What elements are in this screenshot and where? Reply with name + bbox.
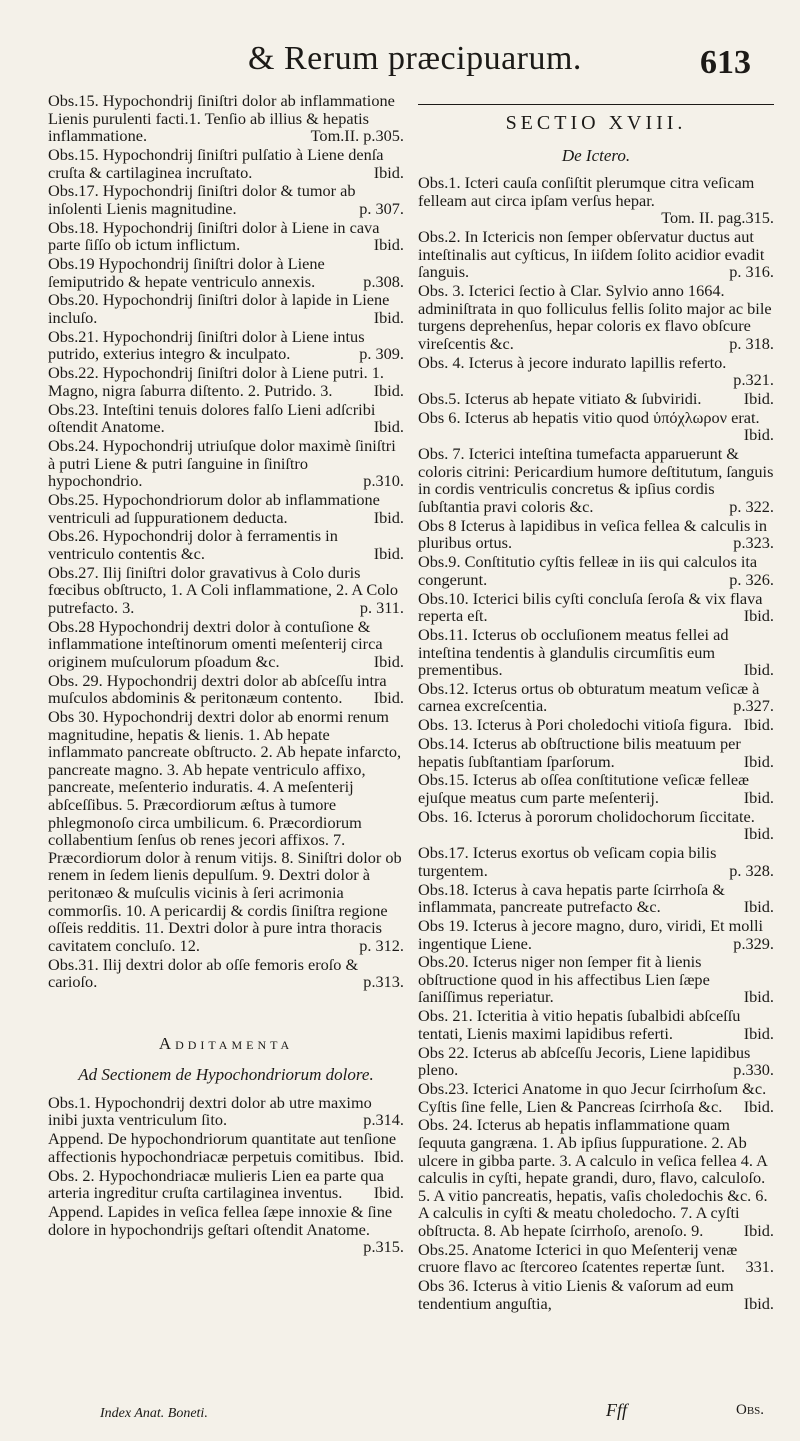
index-entry bbox=[48, 255, 404, 290]
entry-page-ref: Ibid. bbox=[743, 715, 774, 735]
entry-page-ref: p. 328. bbox=[729, 860, 774, 880]
entry-page-ref: Ibid. bbox=[743, 1023, 774, 1043]
entry-text: Obs.23. Icterici Anatome in quo Jecur ſcirrhoſum &c. Cyſtis ſine felle, Lien & Pancreas ſcirrhoſa &c. bbox=[418, 1079, 767, 1116]
entry-text: Obs 6. Icterus ab hepatis vitio quod ὑπόχλωρον erat. bbox=[418, 407, 760, 427]
index-entry bbox=[418, 771, 774, 806]
entry-page-ref: p.330. bbox=[733, 1060, 774, 1080]
index-entry bbox=[418, 881, 774, 916]
entry-page-ref: p. 311. bbox=[359, 597, 404, 617]
entry-text: Obs.17. Hypochondrij ſiniſtri dolor & tumor ab inſolenti Lienis magnitudine. bbox=[48, 181, 356, 218]
entry-text: Obs.14. Icterus ab obſtructione bilis meatuum per hepatis ſubſtantiam ſparſorum. bbox=[418, 734, 741, 771]
index-entry bbox=[418, 1044, 774, 1079]
entry-page-ref: Ibid. bbox=[373, 1146, 404, 1166]
entry-text: Obs.15. Hypochondrij ſiniſtri dolor ab inflammatione Lienis purulenti facti.1. Tenſio ab illius & hepatis inflammatione. bbox=[48, 91, 395, 146]
index-entry bbox=[418, 174, 774, 227]
entry-text: Obs.5. Icterus ab hepate vitiato & ſubviridi. bbox=[418, 389, 702, 409]
entry-text: Obs.1. Icteri cauſa conſiſtit plerumque citra veſicam felleam aut circa ipſam verſus hepar. bbox=[418, 173, 755, 210]
entry-text: Obs.9. Conſtitutio cyſtis felleæ in iis qui calculos ita congerunt. bbox=[418, 552, 758, 589]
right-column bbox=[418, 92, 774, 1313]
index-entry bbox=[418, 590, 774, 625]
entry-text: Obs.18. Icterus à cava hepatis parte ſcirrhoſa & inflammata, pancreate putrefacto &c. bbox=[418, 879, 725, 917]
entry-page-ref: Ibid. bbox=[373, 543, 404, 563]
entry-page-ref: p.314. bbox=[363, 1110, 404, 1130]
entry-text: Obs.20. Hypochondrij ſiniſtri dolor à lapide in Liene incluſo. bbox=[48, 290, 390, 328]
entry-text: Obs.24. Hypochondrij utriuſque dolor maximè ſiniſtri à putri Liene & putri ſanguine in ſiniſtro hypochondrio. bbox=[48, 435, 396, 491]
entry-text: Obs.25. Anatome Icterici in quo Meſenterij venæ cruore flavo ac ſtercoreo ſcatentes repertæ ſunt. bbox=[418, 1239, 738, 1277]
additamenta-entries bbox=[48, 1094, 404, 1256]
index-entry bbox=[48, 1203, 404, 1256]
section-title: SECTIO XVIII. bbox=[505, 112, 687, 134]
index-entry bbox=[48, 92, 404, 145]
index-entry bbox=[418, 1007, 774, 1042]
footer-signature-line: Index Anat. Boneti. bbox=[100, 1406, 208, 1421]
entry-page-ref: Ibid. bbox=[743, 1096, 774, 1116]
entry-page-ref: Ibid. bbox=[743, 824, 774, 844]
index-entry bbox=[418, 1116, 774, 1239]
entry-page-ref: Ibid. bbox=[743, 425, 774, 445]
entry-page-ref: Ibid. bbox=[373, 1183, 404, 1203]
entry-page-ref: Ibid. bbox=[373, 380, 404, 400]
index-entry bbox=[418, 1241, 774, 1276]
entry-text: Append. Lapides in veſica fellea ſæpe innoxie & ſine dolore in hypochondrijs geſtari oſtendit Anatome. bbox=[48, 1202, 393, 1239]
entry-page-ref: Ibid. bbox=[373, 235, 404, 255]
entry-page-ref: Ibid. bbox=[743, 1293, 774, 1313]
index-entry bbox=[48, 708, 404, 954]
index-entry bbox=[48, 364, 404, 399]
index-entry bbox=[418, 390, 774, 408]
entry-text: Obs. 7. Icterici inteſtina tumefacta apparuerunt & coloris citrini: Pericardium humore deſtitutum, ſanguis in cordis ventriculis concretus & ipſius cordis ſubſtantia pravi coloris &c. bbox=[418, 444, 774, 516]
index-entry bbox=[418, 735, 774, 770]
index-entry bbox=[48, 618, 404, 671]
index-entry bbox=[48, 672, 404, 707]
entry-text: Obs. 13. Icterus à Pori choledochi vitioſa figura. bbox=[418, 715, 732, 735]
left-column bbox=[48, 92, 404, 1257]
index-entry bbox=[48, 291, 404, 326]
entry-text: Obs.15. Icterus ab oſſea conſtitutione veſicæ felleæ ejuſque meatus cum parte meſenterij. bbox=[418, 770, 749, 807]
entry-text: Obs.19 Hypochondrij ſiniſtri dolor à Liene ſemiputrido & hepate ventriculo annexis. bbox=[48, 254, 325, 291]
entry-text: Obs 22. Icterus ab abſceſſu Jecoris, Liene lapidibus pleno. bbox=[418, 1042, 751, 1080]
entry-text: Obs. 21. Icteritia à vitio hepatis ſubalbidi abſceſſu tentati, Lienis maximi lapidibus referti. bbox=[418, 1006, 741, 1043]
entry-text: Obs. 4. Icterus à jecore indurato lapillis referto. bbox=[418, 352, 727, 372]
section-rule bbox=[418, 104, 774, 105]
index-entry bbox=[48, 527, 404, 562]
entry-text: Obs. 29. Hypochondrij dextri dolor ab abſceſſu intra muſculos abdominis & peritonæum contento. bbox=[48, 670, 387, 708]
entry-text: Obs.18. Hypochondrij ſiniſtri dolor à Liene in cava parte ſiſſo ob ictum inflictum. bbox=[48, 217, 380, 255]
index-entry bbox=[418, 228, 774, 281]
entry-text: Obs. 24. Icterus ab hepatis inflammatione quam ſequuta gangræna. 1. Ab ipſius ſuppuratione. 2. Ab ulcere in gibba parte. 3. A calculo in veſica fellea 4. A calculis in cyſti, hepate grandi, duro, flavo, calculoſo. 5. A vitio pancreatis, hepatis, vaſis choledochis &c. 6. A calculis in cyſti & meatu choledocho. 7. A cyſti obſtructa. 8. Ab hepate ſcirrhoſo, arenoſo. 9. bbox=[418, 1115, 768, 1240]
entry-page-ref: p.308. bbox=[363, 271, 404, 291]
entry-text: Obs 36. Icterus à vitio Lienis & vaſorum ad eum tendentium anguſtia, bbox=[418, 1276, 734, 1313]
entry-page-ref: Ibid. bbox=[373, 417, 404, 437]
entry-page-ref: Ibid. bbox=[373, 651, 404, 671]
index-entry bbox=[418, 844, 774, 879]
index-entry bbox=[48, 956, 404, 991]
entry-page-ref: Ibid. bbox=[373, 507, 404, 527]
entry-page-ref: p.310. bbox=[363, 471, 404, 491]
entry-page-ref: Ibid. bbox=[373, 162, 404, 182]
entry-text: Append. De hypochondriorum quantitate aut tenſione affectionis hypochondriacæ perpetuis comitibus. bbox=[48, 1129, 397, 1166]
index-entry bbox=[418, 553, 774, 588]
index-entry bbox=[418, 354, 774, 389]
index-entry bbox=[418, 1277, 774, 1312]
index-entry bbox=[48, 437, 404, 490]
index-entry bbox=[48, 182, 404, 217]
entry-text: Obs.20. Icterus niger non ſemper fit à lienis obſtructione quod in his affectibus Lien ſæpe ſaniſſimus reperiatur. bbox=[418, 952, 710, 1007]
index-entry bbox=[418, 917, 774, 952]
additamenta-title: Additamenta bbox=[158, 1033, 294, 1053]
entry-page-ref: p. 326. bbox=[729, 569, 774, 589]
index-entry bbox=[418, 626, 774, 679]
index-entry bbox=[48, 219, 404, 254]
entry-text: Obs.15. Hypochondrij ſiniſtri pulſatio à Liene denſa cruſta & cartilaginea incruſtato. bbox=[48, 144, 384, 182]
entry-text: Obs 8 Icterus à lapidibus in veſica fellea & calculis in pluribus ortus. bbox=[418, 515, 768, 553]
entry-text: Obs.21. Hypochondrij ſiniſtri dolor à Liene intus putrido, exterius integro & inculpato. bbox=[48, 326, 365, 364]
entry-text: Obs 19. Icterus à jecore magno, duro, viridi, Et molli ingentique Liene. bbox=[418, 915, 763, 953]
entry-page-ref: p. 307. bbox=[359, 198, 404, 218]
index-entry bbox=[418, 953, 774, 1006]
entry-page-ref: p.323. bbox=[733, 533, 774, 553]
entry-text: Obs.25. Hypochondriorum dolor ab inflammatione ventriculi ad ſuppurationem deducta. bbox=[48, 489, 380, 527]
entry-page-ref: Ibid. bbox=[743, 751, 774, 771]
page-number: 613 bbox=[700, 44, 751, 81]
right-entries bbox=[418, 174, 774, 1312]
index-entry bbox=[418, 716, 774, 734]
entry-text: Obs.23. Inteſtini tenuis dolores falſo Lieni adſcribi oſtendit Anatome. bbox=[48, 399, 376, 437]
entry-page-ref: Ibid. bbox=[373, 688, 404, 708]
index-entry bbox=[48, 328, 404, 363]
entry-page-ref: p. 312. bbox=[359, 935, 404, 955]
entry-text: Obs.2. In Ictericis non ſemper obſervatur ductus aut inteſtinalis aut cyſticus, In iiſdem ſolito acidior evadit ſanguis. bbox=[418, 227, 765, 282]
entry-page-ref: Tom. II. pag.315. bbox=[661, 208, 774, 228]
index-entry bbox=[48, 1130, 404, 1165]
entry-text: Obs.12. Icterus ortus ob obturatum meatum veſicæ à carnea excreſcentia. bbox=[418, 678, 760, 716]
left-entries bbox=[48, 92, 404, 991]
entry-page-ref: Tom.II. p.305. bbox=[310, 126, 404, 146]
entry-text: Obs.26. Hypochondrij dolor à ferramentis in ventriculo contentis &c. bbox=[48, 526, 338, 563]
entry-page-ref: Ibid. bbox=[743, 389, 774, 409]
entry-text: Obs.10. Icterici bilis cyſti concluſa ſeroſa & vix flava reperta eſt. bbox=[418, 588, 763, 626]
entry-page-ref: p.327. bbox=[733, 696, 774, 716]
entry-page-ref: 331. bbox=[745, 1257, 774, 1277]
entry-page-ref: Ibid. bbox=[743, 987, 774, 1007]
entry-page-ref: Ibid. bbox=[743, 788, 774, 807]
index-entry bbox=[418, 680, 774, 715]
entry-page-ref: p.321. bbox=[733, 370, 774, 390]
index-entry bbox=[418, 282, 774, 352]
entry-text: Obs.1. Hypochondrij dextri dolor ab utre maximo inibi juxta ventriculum ſito. bbox=[48, 1092, 372, 1130]
index-entry bbox=[48, 564, 404, 617]
entry-page-ref: p.315. bbox=[363, 1237, 404, 1257]
section-subtitle: De Ictero. bbox=[561, 145, 631, 165]
index-entry bbox=[48, 401, 404, 436]
entry-text: Obs. 3. Icterici ſectio à Clar. Sylvio anno 1664. adminiſtrata in quo folliculus fellis ſolito major ac bile turgens deprehenſus, hepar coloris ex flavo obſcure vireſcentis &c. bbox=[418, 281, 772, 353]
gathering-signature: Fff bbox=[606, 1400, 627, 1420]
index-entry bbox=[418, 445, 774, 515]
entry-page-ref: p.329. bbox=[733, 933, 774, 953]
entry-page-ref: Ibid. bbox=[743, 897, 774, 917]
entry-page-ref: Ibid. bbox=[743, 606, 774, 626]
entry-page-ref: p. 316. bbox=[729, 262, 774, 282]
entry-page-ref: p. 318. bbox=[729, 333, 774, 353]
index-entry bbox=[48, 1167, 404, 1202]
entry-page-ref: p.313. bbox=[363, 972, 404, 992]
entry-page-ref: Ibid. bbox=[373, 308, 404, 328]
index-entry bbox=[48, 491, 404, 526]
index-entry bbox=[418, 517, 774, 552]
index-entry bbox=[48, 146, 404, 181]
entry-page-ref: Ibid. bbox=[743, 1220, 774, 1240]
entry-text: Obs.31. Ilij dextri dolor ab oſſe femoris eroſo & carioſo. bbox=[48, 954, 359, 992]
index-entry bbox=[418, 409, 774, 444]
entry-text: Obs.27. Ilij ſiniſtri dolor gravativus à Colo duris fœcibus obſtructo, 1. A Coli inflammatione, 2. A Colo putrefacto. 3. bbox=[48, 562, 399, 617]
catchword: Obs. bbox=[736, 1402, 765, 1418]
index-entry bbox=[418, 808, 774, 843]
entry-text: Obs. 16. Icterus à pororum cholidochorum ſiccitate. bbox=[418, 806, 755, 826]
entry-text: Obs.11. Icterus ob occluſionem meatus fellei ad inteſtina tendentis à glandulis circumſitis eum prementibus. bbox=[418, 624, 729, 680]
entry-page-ref: Ibid. bbox=[743, 660, 774, 680]
entry-page-ref: p. 322. bbox=[729, 497, 774, 516]
additamenta-subtitle: Ad Sectionem de Hypochondriorum dolore. bbox=[78, 1065, 374, 1085]
entry-text: Obs. 2. Hypochondriacæ mulieris Lien ea parte qua arteria ingreditur cruſta cartilaginea inventus. bbox=[48, 1165, 384, 1203]
entry-text: Obs.17. Icterus exortus ob veſicam copia bilis turgentem. bbox=[418, 843, 717, 880]
index-entry bbox=[48, 1094, 404, 1129]
entry-text: Obs.28 Hypochondrij dextri dolor à contuſione & inflammatione inteſtinorum omenti meſenterij circa originem muſculorum pſoadum &c. bbox=[48, 616, 383, 671]
entry-page-ref: p. 309. bbox=[359, 344, 404, 364]
entry-text: Obs 30. Hypochondrij dextri dolor ab enormi renum magnitudine, hepatis & lienis. 1. Ab hepate inflammato pancreate obſtructo. 2. Ab hepate infarcto, pancreate magno. 3. Ab hepate ventriculo affixo, pancreate, meſenterio induratis. 4. A meſenterij abſceſſibus. 5. Præcordiorum æſtus à tumore phlegmonoſo circa umbilicum. 6. Præcordiorum collabentium ſenſus ob renes jecori affixos. 7. Præcordiorum dolor à renum vitijs. 8. Siniſtri dolor ob renem in ſedem lienis depulſum. 9. Dextri dolor à peritonæo & muſculis vicinis à ſeri acrimonia commorſis. 10. A pericardij & cordis ſiniſtra regione oſſeis redditis. 11. Dextri dolor à pure intra thoracis cavitatem concluſo. 12. bbox=[48, 707, 402, 955]
index-entry bbox=[418, 1080, 774, 1115]
entry-text: Obs.22. Hypochondrij ſiniſtri dolor à Liene putri. 1. Magno, nigra ſaburra diſtento. 2. Putrido. 3. bbox=[48, 363, 384, 400]
running-head: & Rerum præcipuarum. bbox=[248, 40, 582, 77]
